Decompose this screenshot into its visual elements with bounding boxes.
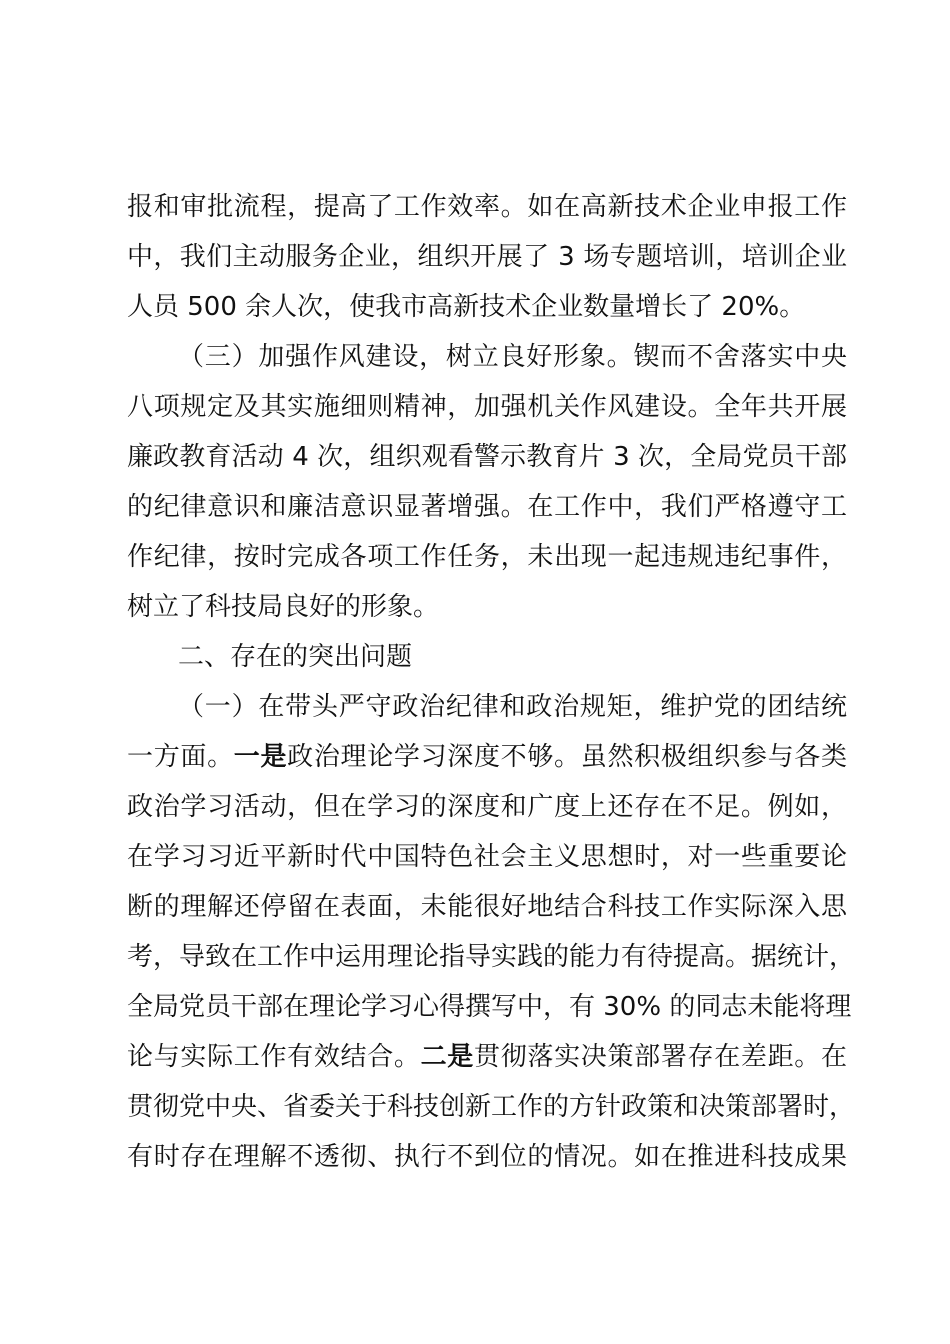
text-span: 一方面。 bbox=[127, 742, 234, 772]
text-span: 政治学习活动，但在学习的深度和广度上还存在不足。例如， bbox=[127, 792, 847, 822]
text-span: 政治理论学习深度不够。虽然积极组织参与各类 bbox=[287, 742, 847, 772]
text-line-20 bbox=[127, 1132, 847, 1182]
text-span: 贯彻落实决策部署存在差距。在 bbox=[474, 1042, 847, 1072]
text-span: 作纪律，按时完成各项工作任务，未出现一起违规违纪事件， bbox=[127, 542, 847, 572]
text-line-15 bbox=[127, 882, 847, 932]
text-span: 考，导致在工作中运用理论指导实践的能力有待提高。据统计， bbox=[127, 942, 856, 972]
text-line-9 bbox=[127, 582, 847, 632]
text-line-1 bbox=[127, 182, 847, 232]
section-heading bbox=[178, 632, 898, 682]
text-line-16 bbox=[127, 932, 856, 982]
text-span: 有时存在理解不透彻、执行不到位的情况。如在推进科技成果 bbox=[127, 1142, 847, 1172]
text-line-6 bbox=[127, 432, 847, 482]
text-span: 的纪律意识和廉洁意识显著增强。在工作中，我们严格遵守工 bbox=[127, 492, 847, 522]
text-span: 论与实际工作有效结合。 bbox=[127, 1042, 421, 1072]
text-span: 在学习习近平新时代中国特色社会主义思想时，对一些重要论 bbox=[127, 842, 847, 872]
text-line-3 bbox=[127, 282, 847, 332]
text-line-19 bbox=[127, 1082, 856, 1132]
text-span: 中，我们主动服务企业，组织开展了 3 场专题培训，培训企业 bbox=[127, 242, 847, 272]
text-span: 廉政教育活动 4 次，组织观看警示教育片 3 次，全局党员干部 bbox=[127, 442, 847, 472]
text-line-13 bbox=[127, 782, 847, 832]
text-line-14 bbox=[127, 832, 847, 882]
text-line-8 bbox=[127, 532, 847, 582]
text-line-12 bbox=[127, 732, 847, 782]
text-line-4 bbox=[178, 332, 847, 382]
text-span: 贯彻党中央、省委关于科技创新工作的方针政策和决策部署时， bbox=[127, 1092, 856, 1122]
text-line-2 bbox=[127, 232, 847, 282]
text-line-17 bbox=[127, 982, 852, 1032]
text-span: 树立了科技局良好的形象。 bbox=[127, 592, 440, 622]
text-span: 断的理解还停留在表面，未能很好地结合科技工作实际深入思 bbox=[127, 892, 847, 922]
text-span: 八项规定及其实施细则精神，加强机关作风建设。全年共开展 bbox=[127, 392, 847, 422]
text-line-5 bbox=[127, 382, 847, 432]
bold-text-span: 二是 bbox=[420, 1042, 474, 1072]
text-span: （三）加强作风建设，树立良好形象。锲而不舍落实中央 bbox=[178, 342, 847, 372]
bold-text-span: 一是 bbox=[233, 742, 288, 772]
text-line-11 bbox=[178, 682, 847, 732]
text-line-7 bbox=[127, 482, 847, 532]
text-line-18 bbox=[127, 1032, 847, 1082]
text-span: 全局党员干部在理论学习心得撰写中，有 30% 的同志未能将理 bbox=[127, 992, 852, 1022]
text-span: 报和审批流程，提高了工作效率。如在高新技术企业申报工作 bbox=[127, 192, 847, 222]
text-span: 二、存在的突出问题 bbox=[178, 642, 413, 672]
text-span: 人员 500 余人次，使我市高新技术企业数量增长了 20%。 bbox=[127, 292, 806, 322]
text-span: （一）在带头严守政治纪律和政治规矩，维护党的团结统 bbox=[178, 692, 847, 722]
